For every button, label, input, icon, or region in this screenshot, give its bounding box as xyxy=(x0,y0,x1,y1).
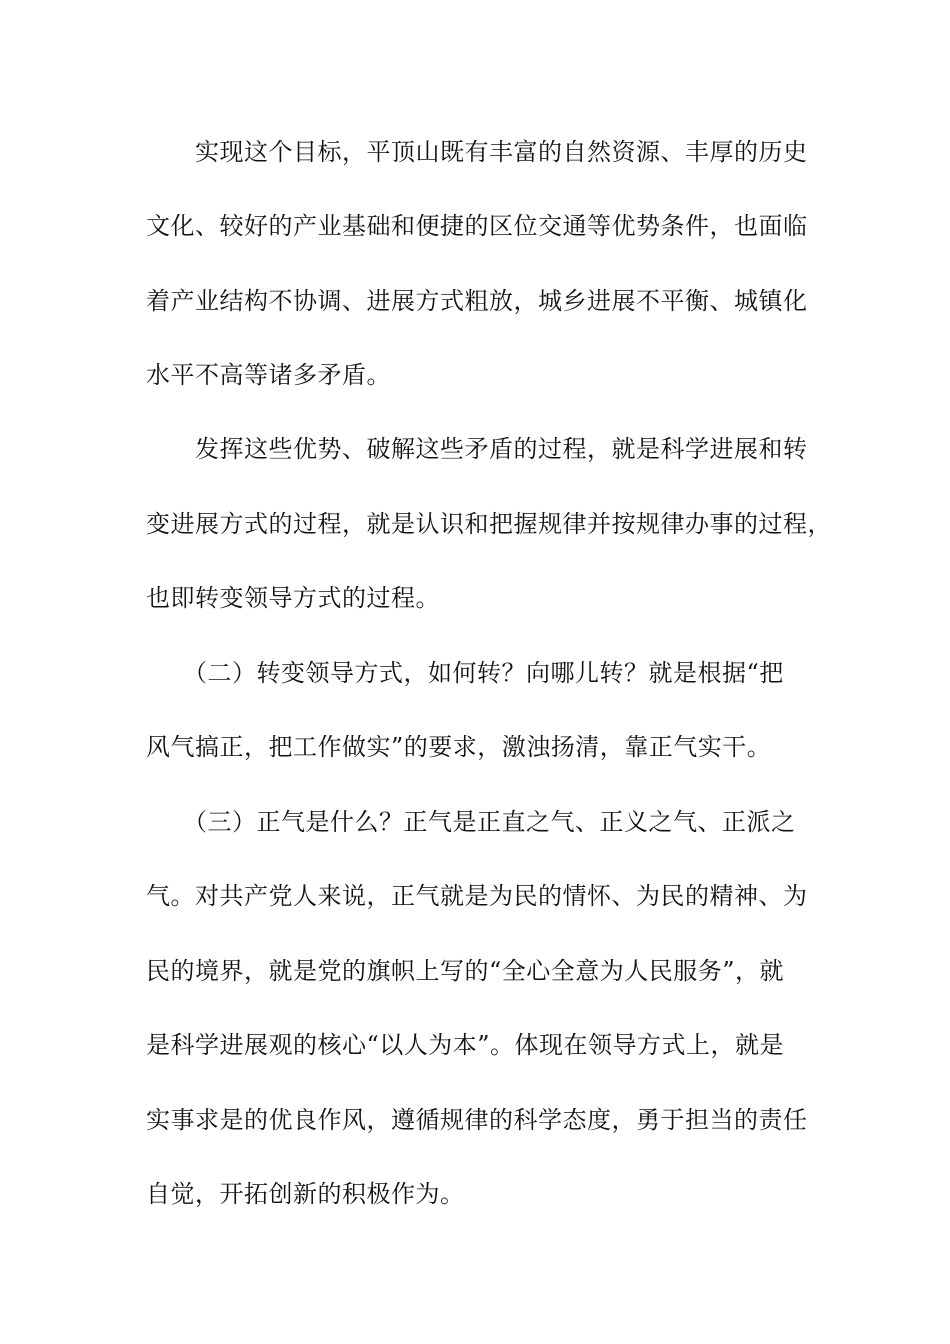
text-line: 变进展方式的过程，就是认识和把握规律并按规律办事的过程， xyxy=(146,510,832,538)
text-line: 水平不高等诸多矛盾。 xyxy=(146,361,391,389)
text-line: 民的境界，就是党的旗帜上写的“全心全意为人民服务”，就 xyxy=(146,957,785,985)
text-line: 着产业结构不协调、进展方式粗放，城乡进展不平衡、城镇化 xyxy=(146,287,808,315)
text-line: （二）转变领导方式，如何转？向哪儿转？就是根据“把 xyxy=(146,659,784,687)
text-line: 实现这个目标，平顶山既有丰富的自然资源、丰厚的历史 xyxy=(146,138,808,166)
text-line: 自觉，开拓创新的积极作为。 xyxy=(146,1180,465,1208)
text-line: （三）正气是什么？正气是正直之气、正义之气、正派之 xyxy=(146,808,796,836)
text-line: 也即转变领导方式的过程。 xyxy=(146,584,440,612)
text-line: 风气搞正，把工作做实”的要求，激浊扬清，靠正气实干。 xyxy=(146,733,772,761)
text-line: 文化、较好的产业基础和便捷的区位交通等优势条件，也面临 xyxy=(146,212,808,240)
text-line: 发挥这些优势、破解这些矛盾的过程，就是科学进展和转 xyxy=(146,435,808,463)
text-line: 实事求是的优良作风，遵循规律的科学态度，勇于担当的责任 xyxy=(146,1106,808,1134)
text-line: 气。对共产党人来说，正气就是为民的情怀、为民的精神、为 xyxy=(146,882,808,910)
text-line: 是科学进展观的核心“以人为本”。体现在领导方式上，就是 xyxy=(146,1031,785,1059)
